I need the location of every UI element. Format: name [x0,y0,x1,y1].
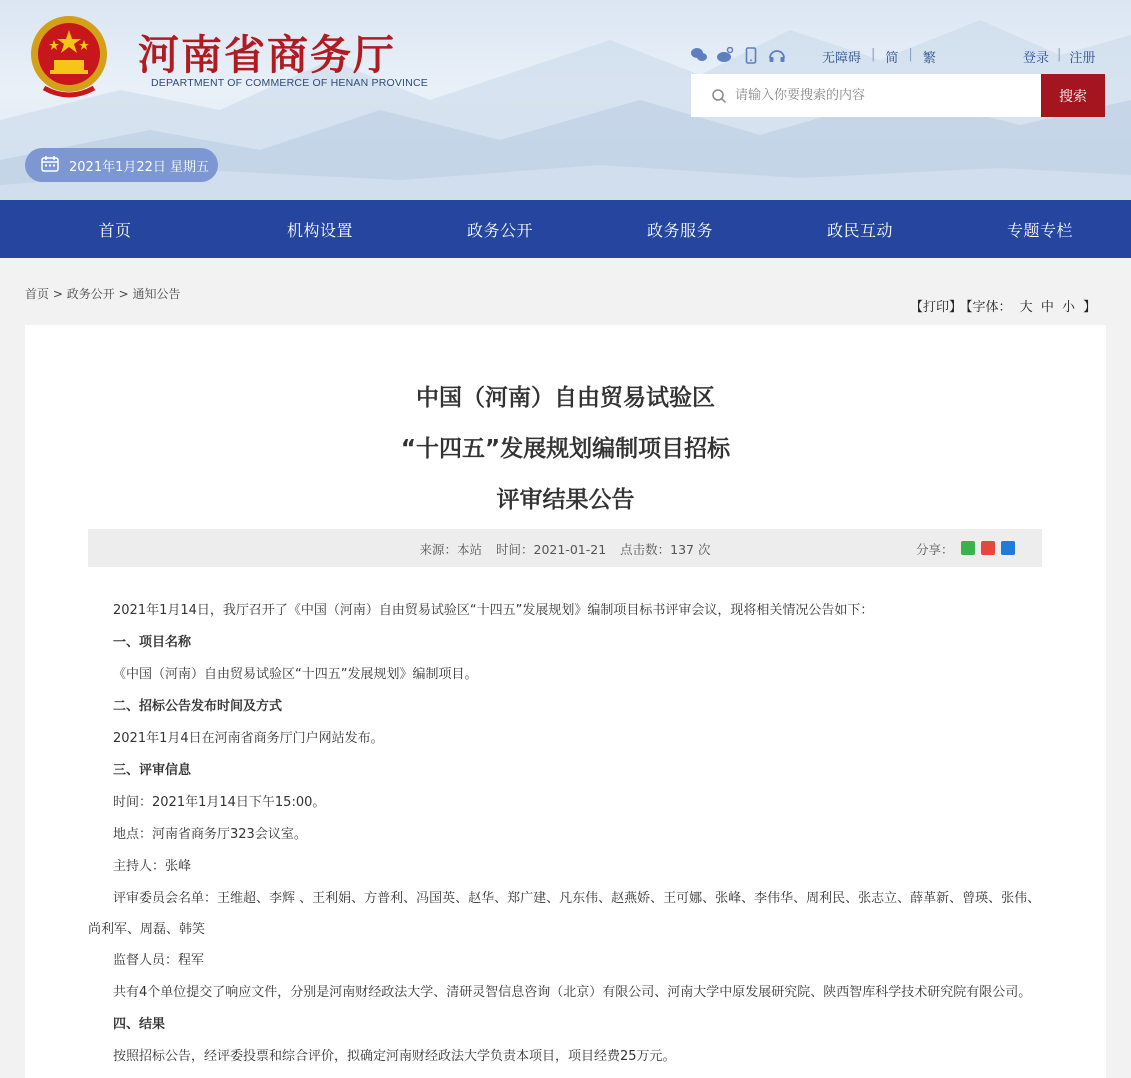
search-box [691,74,1105,117]
accessibility-links [822,47,936,66]
paragraph: 2021年1月14日，我厅召开了《中国（河南）自由贸易试验区“十四五”发展规划》编制项目标书评审会议，现将相关情况公告如下： [113,603,874,618]
section-heading: 一、项目名称 [113,635,192,650]
print-button[interactable]: 【打印】 [910,300,963,315]
paragraph: 时间：2021年1月14日下午15:00。 [113,795,326,810]
site-subtitle: DEPARTMENT OF COMMERCE OF HENAN PROVINCE [151,77,428,89]
site-header [0,0,1131,200]
national-emblem-logo [24,10,114,102]
breadcrumb-government-affairs[interactable]: 政务公开 [66,287,115,301]
section-heading: 四、结果 [113,1017,166,1032]
search-icon [691,74,727,117]
weibo-icon[interactable] [716,46,734,64]
paragraph: 监督人员：程军 [113,953,205,968]
auth-links [1023,47,1095,66]
nav-item-services[interactable]: 政务服务 [646,220,713,240]
headphones-icon[interactable] [768,46,786,64]
main-nav [0,200,1131,258]
weibo-share-icon[interactable] [981,541,995,555]
article-meta [88,529,1042,567]
paragraph: 共有4个单位提交了响应文件，分别是河南财经政法大学、清研灵智信息咨询（北京）有限公司、河南大学中原发展研究院、陕西智库科学技术研究院有限公司。 [113,985,1032,1000]
site-title: 河南省商务厅 [138,31,396,79]
search-button[interactable]: 搜索 [1041,74,1105,117]
accessibility-link[interactable]: 无障碍 [822,51,862,66]
title-line: 评审结果公告 [496,487,635,513]
wechat-share-icon[interactable] [961,541,975,555]
breadcrumb-home[interactable]: 首页 [25,287,50,301]
date-text: 2021年1月22日 星期五 [69,159,210,175]
breadcrumb-separator: > [118,287,129,301]
source-label: 来源：本站 [419,542,483,557]
paragraph: 《中国（河南）自由贸易试验区“十四五”发展规划》编制项目。 [113,667,478,682]
breadcrumb-separator: > [52,287,63,301]
traditional-link[interactable]: 繁 [922,51,936,66]
breadcrumb [25,285,180,302]
title-line: 中国（河南）自由贸易试验区 [416,385,715,411]
article-title [25,373,1106,526]
paragraph: 评审委员会名单：王维超、李辉 、王利娟、方普利、冯国英、赵华、郑广建、凡东伟、赵燕娇、王可娜、张峰、李伟华、周利民、张志立、薛革新、曾瑛、张伟、尚利军、周磊、韩笑 [88,891,1041,937]
login-link[interactable]: 登录 [1023,51,1050,66]
font-medium-button[interactable]: 中 [1040,300,1054,315]
font-size-bracket: 】 [1083,300,1097,315]
publish-time: 时间：2021-01-21 [496,542,607,557]
font-small-button[interactable]: 小 [1061,300,1075,315]
search-input[interactable] [727,74,1041,117]
share-icons [961,541,1015,555]
section-heading: 三、评审信息 [113,763,192,778]
divider: | [1057,47,1062,62]
nav-item-government-affairs[interactable]: 政务公开 [466,220,533,240]
nav-item-home[interactable]: 首页 [98,220,132,240]
divider: | [908,47,913,62]
calendar-icon [41,155,59,176]
date-badge [25,148,218,182]
register-link[interactable]: 注册 [1069,51,1096,66]
title-line: “十四五”发展规划编制项目招标 [400,436,731,462]
paragraph: 按照招标公告，经评委投票和综合评价，拟确定河南财经政法大学负责本项目，项目经费25万元。 [113,1049,676,1064]
nav-item-interaction[interactable]: 政民互动 [826,220,893,240]
social-icons [690,46,786,64]
breadcrumb-notices[interactable]: 通知公告 [132,287,181,301]
article-body [88,595,1042,1073]
font-large-button[interactable]: 大 [1019,300,1033,315]
section-heading: 二、招标公告发布时间及方式 [113,699,283,714]
click-count: 点击数：137 次 [620,542,711,557]
share-label: 分享： [916,542,954,557]
nav-item-topics[interactable]: 专题专栏 [1006,220,1073,240]
paragraph: 2021年1月4日在河南省商务厅门户网站发布。 [113,731,384,746]
qq-share-icon[interactable] [1001,541,1015,555]
nav-item-organization[interactable]: 机构设置 [286,220,353,240]
font-size-label: 【字体： [966,300,1012,315]
paragraph: 主持人：张峰 [113,859,192,874]
article-tools [908,296,1098,315]
simplified-link[interactable]: 简 [885,51,899,66]
paragraph: 地点：河南省商务厅323会议室。 [113,827,307,842]
divider: | [871,47,876,62]
wechat-icon[interactable] [690,46,708,64]
article-card [25,325,1106,1078]
mobile-icon[interactable] [742,46,760,64]
